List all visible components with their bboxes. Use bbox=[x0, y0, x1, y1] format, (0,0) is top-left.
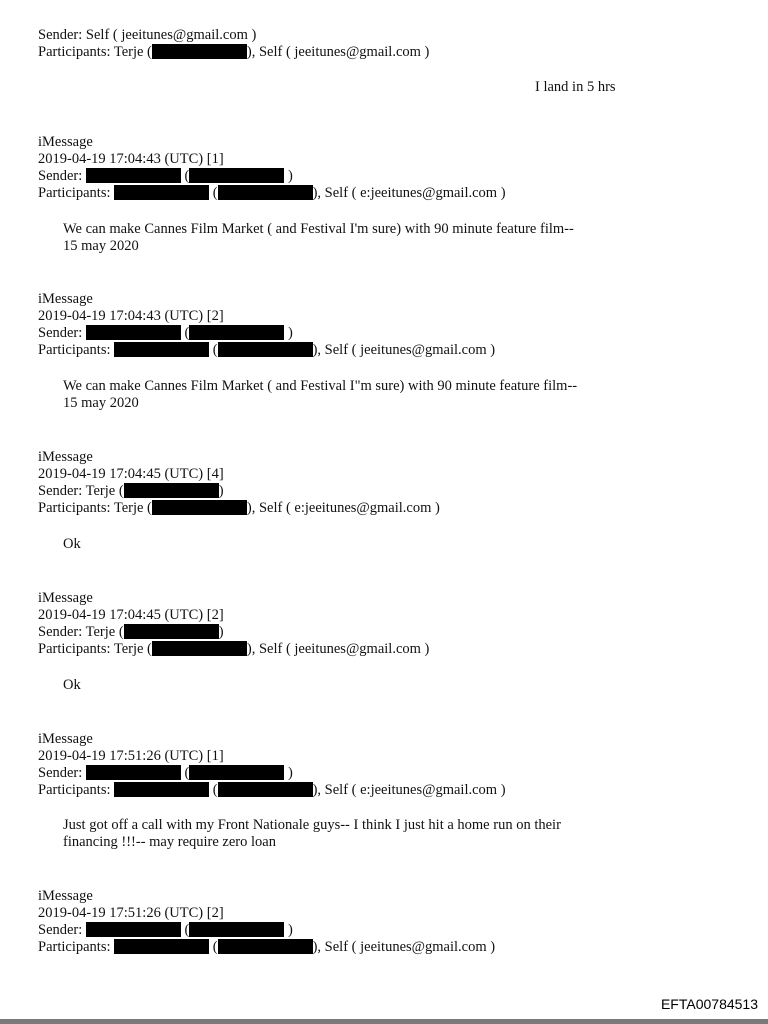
redaction-bar bbox=[189, 325, 284, 340]
paren-close: ) bbox=[288, 765, 293, 781]
participants-prefix: Participants: bbox=[38, 185, 111, 201]
top-sender: Sender: Self ( jeeitunes@gmail.com ) bbox=[38, 27, 257, 43]
paren-close: ) bbox=[218, 483, 224, 499]
message-timestamp: 2019-04-19 17:51:26 (UTC) [2] bbox=[38, 905, 224, 921]
participants-suffix: ), Self ( e:jeeitunes@gmail.com ) bbox=[246, 500, 440, 516]
message-body bbox=[63, 221, 623, 255]
redaction-bar bbox=[152, 641, 247, 656]
paren-open: ( bbox=[212, 342, 218, 358]
redaction-bar bbox=[218, 342, 313, 357]
message-service: iMessage bbox=[38, 291, 93, 307]
paren-close: ) bbox=[218, 624, 224, 640]
message-sender bbox=[38, 922, 293, 939]
redaction-bar bbox=[86, 922, 181, 937]
top-participants bbox=[38, 44, 429, 61]
participants-prefix: Participants: bbox=[38, 782, 111, 798]
sender-prefix: Sender: bbox=[38, 922, 83, 938]
message-body bbox=[63, 817, 623, 851]
redaction-bar bbox=[152, 500, 247, 515]
message-participants bbox=[38, 782, 506, 799]
redaction-bar bbox=[86, 168, 181, 183]
sender-prefix: Sender: bbox=[38, 325, 83, 341]
participants-prefix: Participants: Terje ( bbox=[38, 641, 152, 657]
message-participants bbox=[38, 185, 506, 202]
paren-open: ( bbox=[212, 939, 218, 955]
message-body-line: We can make Cannes Film Market ( and Festival I"m sure) with 90 minute feature film-- bbox=[63, 378, 578, 394]
redaction-bar bbox=[218, 185, 313, 200]
sender-prefix: Sender: bbox=[38, 168, 83, 184]
message-timestamp: 2019-04-19 17:51:26 (UTC) [1] bbox=[38, 748, 224, 764]
paren-open: ( bbox=[212, 185, 218, 201]
participants-suffix: ), Self ( jeeitunes@gmail.com ) bbox=[312, 342, 496, 358]
participants-prefix: Participants: Terje ( bbox=[38, 44, 152, 60]
message-body-line: 15 may 2020 bbox=[63, 395, 139, 411]
paren-open: ( bbox=[212, 782, 218, 798]
message-sender bbox=[38, 168, 293, 185]
redaction-bar bbox=[124, 624, 219, 639]
participants-suffix: ), Self ( jeeitunes@gmail.com ) bbox=[246, 44, 430, 60]
participants-prefix: Participants: Terje ( bbox=[38, 500, 152, 516]
message-service: iMessage bbox=[38, 134, 93, 150]
message-body-line: 15 may 2020 bbox=[63, 238, 139, 254]
message-service: iMessage bbox=[38, 731, 93, 747]
redaction-bar bbox=[86, 765, 181, 780]
redaction-bar bbox=[152, 44, 247, 59]
message-body-line: Just got off a call with my Front Nationale guys-- I think I just hit a home run on their bbox=[63, 817, 561, 833]
message-body bbox=[63, 677, 623, 694]
bottom-edge bbox=[0, 1019, 768, 1024]
participants-suffix: ), Self ( e:jeeitunes@gmail.com ) bbox=[312, 782, 506, 798]
message-participants bbox=[38, 641, 429, 658]
paren-close: ) bbox=[288, 168, 293, 184]
message-sender bbox=[38, 765, 293, 782]
paren-open: ( bbox=[184, 765, 190, 781]
top-message: I land in 5 hrs bbox=[535, 79, 616, 95]
message-sender bbox=[38, 325, 293, 342]
redaction-bar bbox=[114, 342, 209, 357]
message-body bbox=[63, 536, 623, 553]
message-participants bbox=[38, 342, 495, 359]
redaction-bar bbox=[86, 325, 181, 340]
redaction-bar bbox=[189, 922, 284, 937]
redaction-bar bbox=[218, 782, 313, 797]
message-timestamp: 2019-04-19 17:04:43 (UTC) [2] bbox=[38, 308, 224, 324]
participants-suffix: ), Self ( jeeitunes@gmail.com ) bbox=[312, 939, 496, 955]
message-service: iMessage bbox=[38, 590, 93, 606]
redaction-bar bbox=[114, 185, 209, 200]
redaction-bar bbox=[114, 939, 209, 954]
message-timestamp: 2019-04-19 17:04:43 (UTC) [1] bbox=[38, 151, 224, 167]
redaction-bar bbox=[114, 782, 209, 797]
sender-prefix: Sender: bbox=[38, 765, 83, 781]
message-body bbox=[63, 378, 623, 412]
message-sender bbox=[38, 483, 224, 500]
redaction-bar bbox=[124, 483, 219, 498]
paren-close: ) bbox=[288, 922, 293, 938]
message-service: iMessage bbox=[38, 449, 93, 465]
sender-prefix: Sender: Terje ( bbox=[38, 483, 124, 499]
paren-open: ( bbox=[184, 922, 190, 938]
message-sender bbox=[38, 624, 224, 641]
message-participants bbox=[38, 500, 440, 517]
participants-prefix: Participants: bbox=[38, 342, 111, 358]
redaction-bar bbox=[189, 168, 284, 183]
participants-suffix: ), Self ( e:jeeitunes@gmail.com ) bbox=[312, 185, 506, 201]
message-body-line: Ok bbox=[63, 536, 81, 552]
message-timestamp: 2019-04-19 17:04:45 (UTC) [4] bbox=[38, 466, 224, 482]
participants-suffix: ), Self ( jeeitunes@gmail.com ) bbox=[246, 641, 430, 657]
redaction-bar bbox=[218, 939, 313, 954]
message-service: iMessage bbox=[38, 888, 93, 904]
message-body-line: Ok bbox=[63, 677, 81, 693]
participants-prefix: Participants: bbox=[38, 939, 111, 955]
message-body-line: We can make Cannes Film Market ( and Festival I'm sure) with 90 minute feature film-- bbox=[63, 221, 574, 237]
sender-prefix: Sender: Terje ( bbox=[38, 624, 124, 640]
paren-open: ( bbox=[184, 325, 190, 341]
paren-close: ) bbox=[288, 325, 293, 341]
document-id: EFTA00784513 bbox=[660, 996, 758, 1012]
message-participants bbox=[38, 939, 495, 956]
redaction-bar bbox=[189, 765, 284, 780]
paren-open: ( bbox=[184, 168, 190, 184]
message-timestamp: 2019-04-19 17:04:45 (UTC) [2] bbox=[38, 607, 224, 623]
message-body-line: financing !!!-- may require zero loan bbox=[63, 834, 276, 850]
